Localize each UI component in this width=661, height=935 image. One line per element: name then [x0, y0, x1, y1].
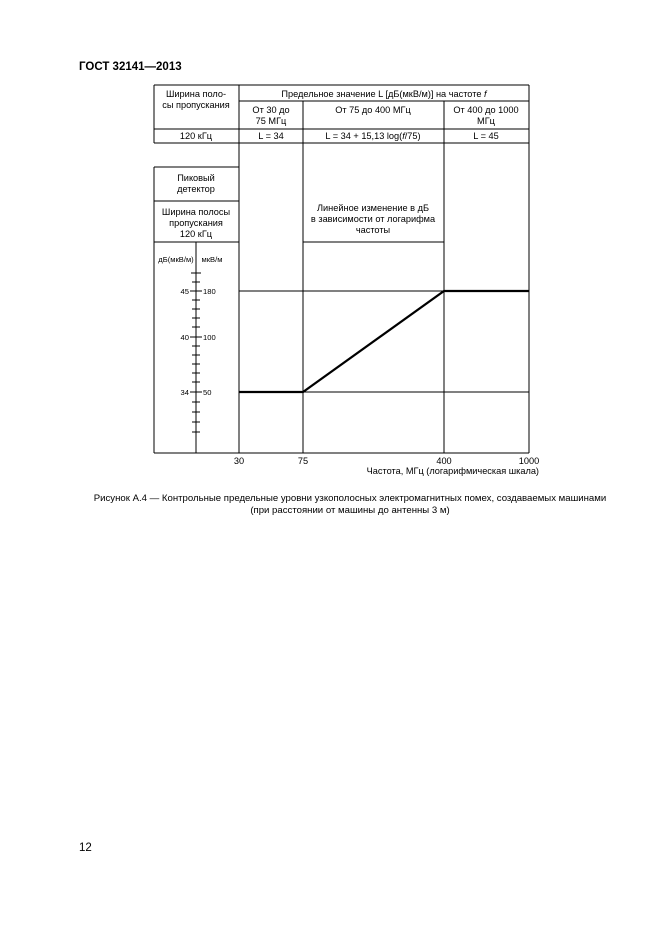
range-3-line2: МГц: [477, 116, 495, 126]
bandwidth-line1: Ширина полосы: [161, 207, 231, 217]
x-tick-400: 400: [436, 456, 452, 466]
x-tick-30: 30: [233, 456, 245, 466]
y-tick-uv-100: 100: [203, 333, 216, 342]
range-2-line1: От 75 до 400 МГц: [335, 105, 411, 115]
unit-uv-label: мкВ/м: [201, 255, 223, 264]
limit-header: Предельное значение L [дБ(мкВ/м)] на частоте f: [281, 89, 487, 99]
page-number: 12: [79, 842, 92, 854]
bandwidth-header-line2: сы пропускания: [162, 100, 230, 110]
x-tick-75: 75: [297, 456, 309, 466]
formula-1: L = 34: [258, 131, 284, 141]
y-tick-db-45: 45: [180, 287, 189, 296]
y-tick-uv-50: 50: [203, 388, 212, 397]
caption-line2: (при расстоянии от машины до антенны 3 м): [250, 505, 450, 516]
y-tick-db-34: 34: [180, 388, 189, 397]
formula-2: L = 34 + 15,13 log(f/75): [325, 131, 421, 141]
bandwidth-line3: 120 кГц: [179, 229, 213, 239]
y-tick-db-40: 40: [180, 333, 189, 342]
figure-caption: [60, 493, 640, 517]
annotation-line1: Линейное изменение в дБ: [317, 203, 429, 213]
x-axis-label: Частота, МГц (логарифмическая шкала): [366, 466, 539, 476]
bandwidth-header-line1: Ширина поло-: [165, 89, 227, 99]
bandwidth-line2: пропускания: [169, 218, 223, 228]
detector-line1: Пиковый: [177, 173, 215, 183]
bandwidth-value: 120 кГц: [179, 131, 213, 141]
annotation-line3: частоты: [355, 225, 391, 235]
annotation-line2: в зависимости от логарифма: [310, 214, 436, 224]
document-header: ГОСТ 32141—2013: [79, 61, 182, 73]
caption-line1: Рисунок А.4 — Контрольные предельные уровни узкополосных электромагнитных помех, создаваемых машинами: [93, 493, 607, 504]
formula-3: L = 45: [473, 131, 499, 141]
unit-db-label: дБ(мкВ/м): [158, 255, 194, 264]
detector-line2: детектор: [177, 184, 215, 194]
limit-line: [239, 291, 529, 392]
range-3-line1: От 400 до 1000: [453, 105, 519, 115]
range-1-line1: От 30 до: [252, 105, 290, 115]
x-tick-1000: 1000: [518, 456, 540, 466]
y-tick-uv-180: 180: [203, 287, 216, 296]
range-1-line2: 75 МГц: [255, 116, 287, 126]
